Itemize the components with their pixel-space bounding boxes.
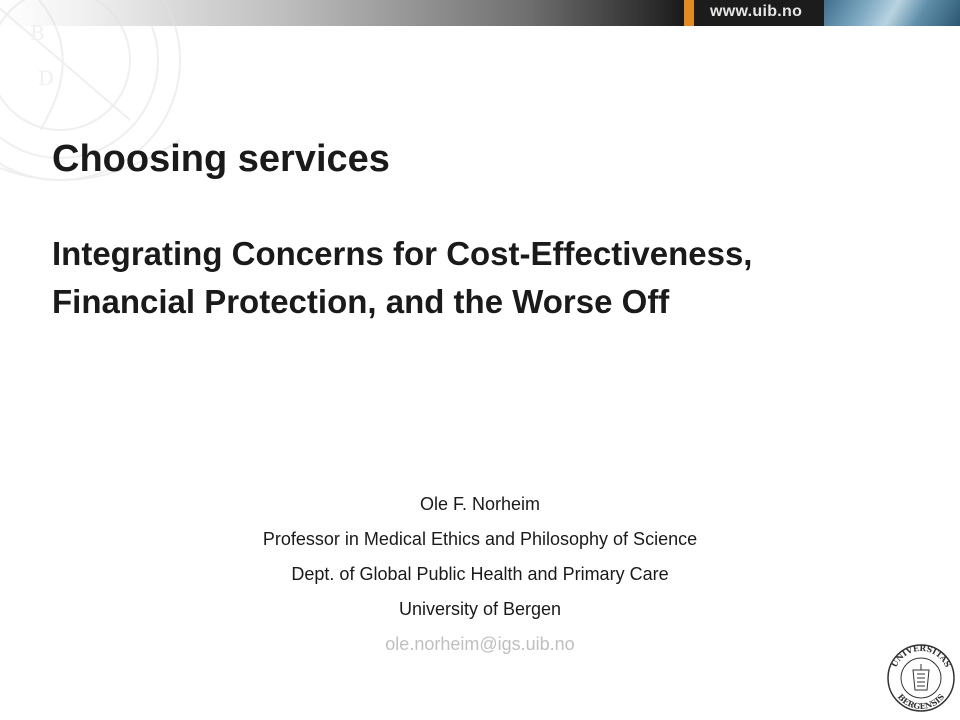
author-institution: University of Bergen	[398, 599, 562, 619]
banner-accent-stripe	[684, 0, 694, 26]
banner-photo	[824, 0, 960, 26]
svg-text:BERGENSIS	[896, 691, 947, 711]
author-name: Ole F. Norheim	[419, 494, 541, 514]
svg-text:D: D	[38, 66, 55, 90]
slide-subtitle	[52, 230, 912, 326]
banner-url: www.uib.no	[710, 3, 803, 20]
watermark-seal-icon	[0, 0, 230, 250]
author-position: Professor in Medical Ethics and Philosophy of Science	[262, 529, 698, 549]
subtitle-line: Financial Protection, and the Worse Off	[52, 283, 670, 320]
svg-text:B: B	[30, 21, 45, 45]
seal-text-bottom: BERGENSIS	[895, 691, 947, 712]
author-department: Dept. of Global Public Health and Primary Care	[291, 564, 669, 584]
slide-title: Choosing services	[52, 138, 390, 180]
subtitle-line: Integrating Concerns for Cost-Effectiveness,	[52, 235, 753, 272]
author-info	[0, 492, 960, 667]
seal-text-top: UNIVERSITAS	[888, 642, 954, 669]
university-seal-icon	[886, 642, 956, 714]
author-email[interactable]: ole.norheim@igs.uib.no	[385, 634, 575, 654]
